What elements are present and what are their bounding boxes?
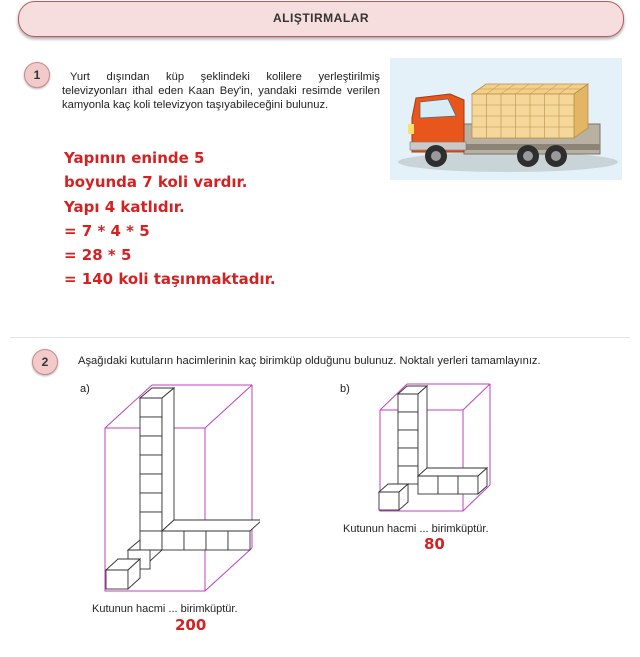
part-b-answer: 80: [424, 535, 445, 553]
box-a-cubes: [106, 388, 260, 589]
question-1-text: Yurt dışından küp şeklindeki kolilere yerleştirilmiş televizyonları ithal eden Kaan Bey'in, yandaki resimde verilen kamyonla kaç koli televizyon taşıyabileceğini bulunuz.: [62, 71, 380, 111]
box-stack: [472, 84, 588, 138]
question-2-number: 2: [32, 349, 58, 375]
part-b-label: b): [340, 383, 350, 395]
question-1-answer: [64, 146, 276, 292]
box-b-figure: [375, 380, 495, 515]
section-divider: [10, 337, 630, 338]
section-title-bar: [18, 1, 624, 37]
part-a-caption: Kutunun hacmi ... birimküptür.: [92, 603, 238, 615]
part-a-answer: 200: [175, 616, 207, 634]
box-b-cubes: [379, 386, 487, 510]
part-b-caption: Kutunun hacmi ... birimküptür.: [343, 523, 489, 535]
answer-line: Yapının eninde 5: [64, 149, 205, 167]
question-2-text: Aşağıdaki kutuların hacimlerinin kaç birimküp olduğunu bulunuz. Noktalı yerleri tamamlayınız.: [78, 355, 541, 367]
part-a-label: a): [80, 383, 90, 395]
truck-illustration: [390, 58, 622, 180]
answer-line: = 7 * 4 * 5: [64, 221, 150, 240]
question-1-number: 1: [24, 62, 50, 88]
box-a-figure: [100, 380, 260, 600]
answer-line: Yapı 4 katlıdır.: [64, 197, 185, 216]
truck-cab: [408, 94, 466, 152]
section-title: ALIŞTIRMALAR: [273, 11, 369, 25]
answer-line: = 140 koli taşınmaktadır.: [64, 270, 276, 289]
answer-line: = 28 * 5: [64, 246, 132, 265]
answer-line: boyunda 7 koli vardır.: [64, 173, 248, 192]
